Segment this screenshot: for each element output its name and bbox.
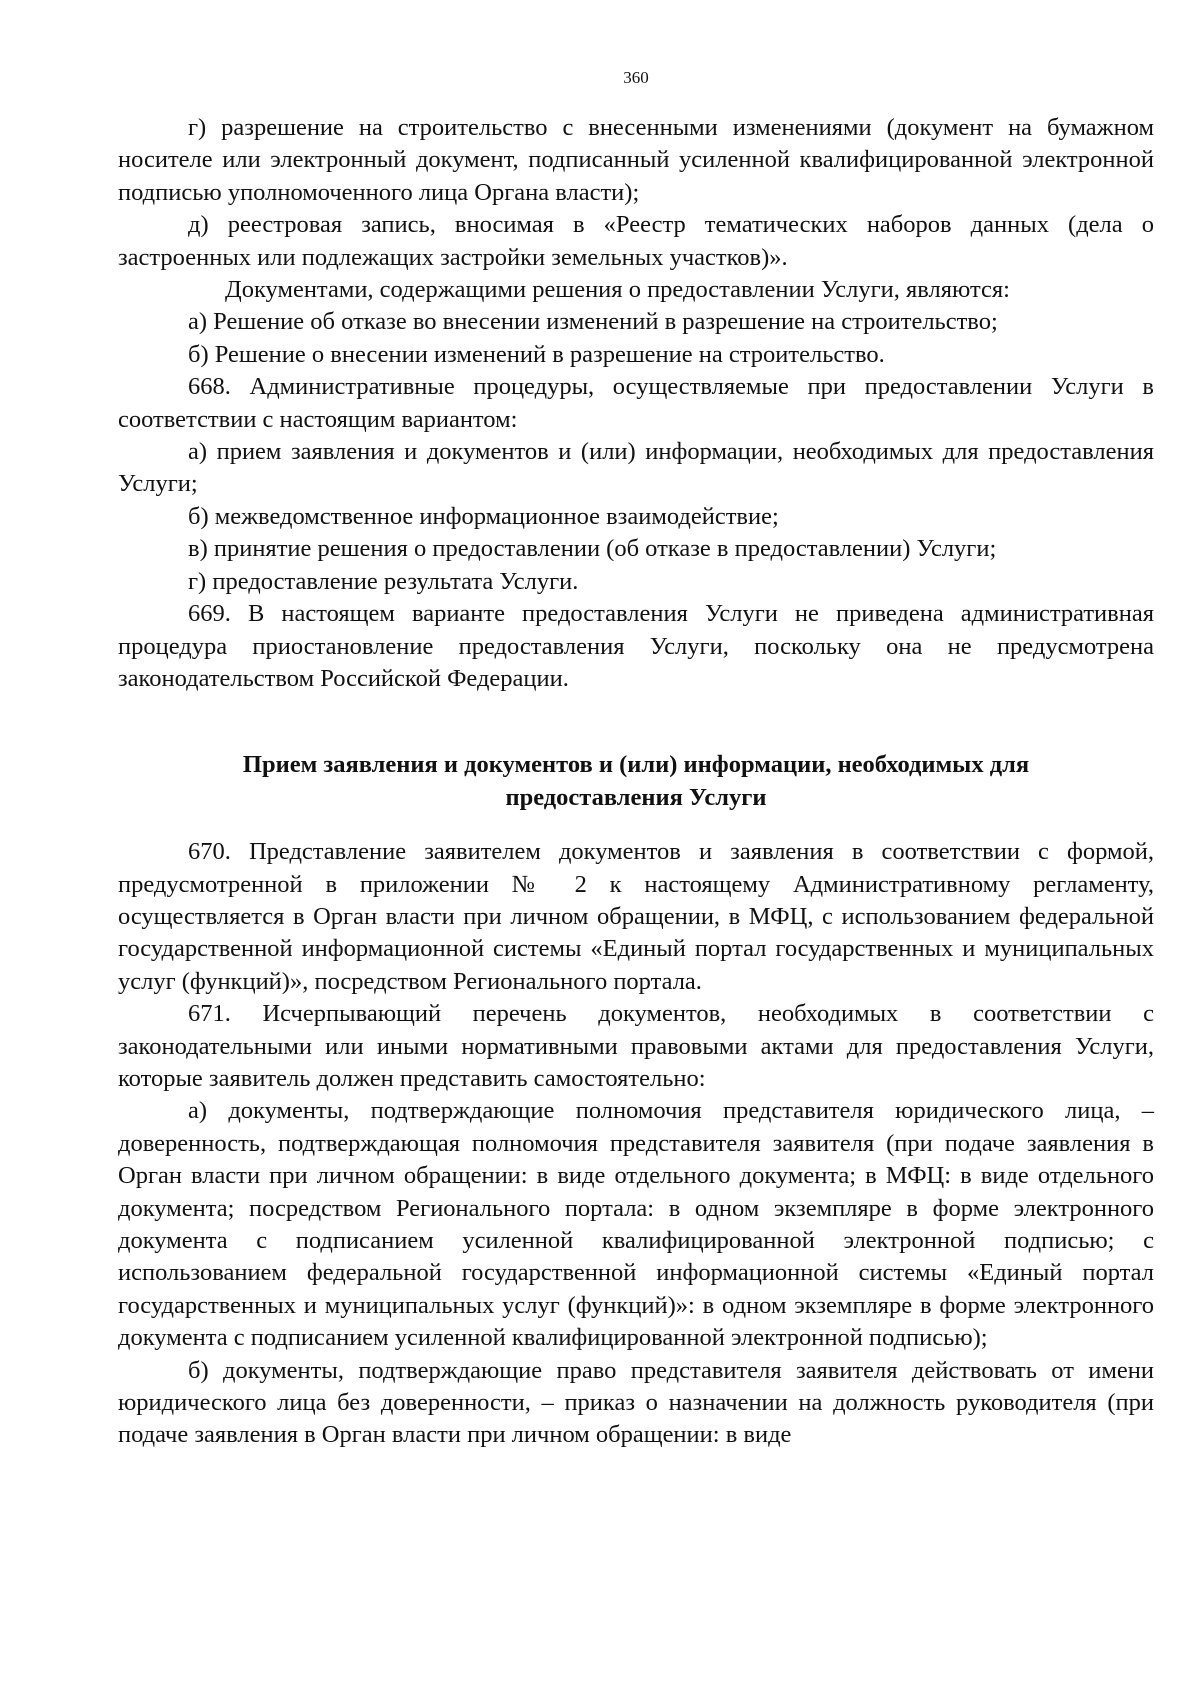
paragraph-decision-documents: Документами, содержащими решения о предоставлении Услуги, являются: <box>225 276 1010 304</box>
paragraph-reception-procedure: а) прием заявления и документов и (или) информации, необходимых для предоставления Услуги; <box>118 438 1154 498</box>
paragraph-interagency-interaction: б) межведомственное информационное взаимодействие; <box>188 502 779 530</box>
paragraph-change-decision: б) Решение о внесении изменений в разрешение на строительство. <box>188 340 885 368</box>
paragraph-decision-making: в) принятие решения о предоставлении (об отказе в предоставлении) Услуги; <box>188 535 997 563</box>
spacer <box>118 814 1154 836</box>
section-heading-line-1: Прием заявления и документов и (или) информации, необходимых для <box>242 751 1030 779</box>
paragraph-671: 671. Исчерпывающий перечень документов, необходимых в соответствии с законодательными или иными нормативными правовыми актами для предоставления Услуги, которые заявитель должен представить самостоятельно: <box>118 1000 1154 1092</box>
paragraph-representative-rights: б) документы, подтверждающие право представителя заявителя действовать от имени юридического лица без доверенности, – приказ о назначении на должность руководителя (при подаче заявления в Орган власти при личном обращении: в виде <box>118 1356 1154 1449</box>
paragraph-registry-record: д) реестровая запись, вносимая в «Реестр тематических наборов данных (дела о застроенных или подлежащих застройки земельных участков)». <box>118 211 1154 271</box>
paragraph-669: 669. В настоящем варианте предоставления Услуги не приведена административная процедура приостановление предоставления Услуги, поскольку она не предусмотрена законодательством Российской Федерации. <box>118 600 1154 692</box>
spacer <box>118 695 1154 749</box>
document-page <box>118 68 1154 1452</box>
paragraph-permit-with-changes: г) разрешение на строительство с внесенными изменениями (документ на бумажном носителе или электронный документ, подписанный усиленной квалифицированной электронной подписью уполномоченного лица Органа власти); <box>118 114 1154 206</box>
paragraph-668: 668. Административные процедуры, осуществляемые при предоставлении Услуги в соответствии с настоящим вариантом: <box>118 373 1154 433</box>
paragraph-refusal-decision: а) Решение об отказе во внесении изменений в разрешение на строительство; <box>188 308 998 336</box>
section-heading-line-2: предоставления Услуги <box>505 783 767 811</box>
paragraph-result-delivery: г) предоставление результата Услуги. <box>188 567 579 595</box>
paragraph-670: 670. Представление заявителем документов и заявления в соответствии с формой, предусмотренной в приложении № 2 к настоящему Административному регламенту, осуществляется в Орган власти при личном обращении, в МФЦ, с использованием федеральной государственной информационной системы «Единый портал государственных и муниципальных услуг (функций)», посредством Регионального портала. <box>118 838 1154 995</box>
paragraph-power-of-attorney: а) документы, подтверждающие полномочия представителя юридического лица, – доверенность, подтверждающая полномочия представителя заявителя (при подаче заявления в Орган власти при личном обращении: в виде отдельного документа; в МФЦ: в виде отдельного документа; посредством Регионального портала: в одном экземпляре в форме электронного документа с подписанием усиленной квалифицированной электронной подписью; с использованием федеральной государственной информационной системы «Единый портал государственных и муниципальных услуг (функций)»: в одном экземпляре в форме электронного документа с подписанием усиленной квалифицированной электронной подписью); <box>118 1097 1154 1352</box>
page-number: 360 <box>623 68 649 87</box>
